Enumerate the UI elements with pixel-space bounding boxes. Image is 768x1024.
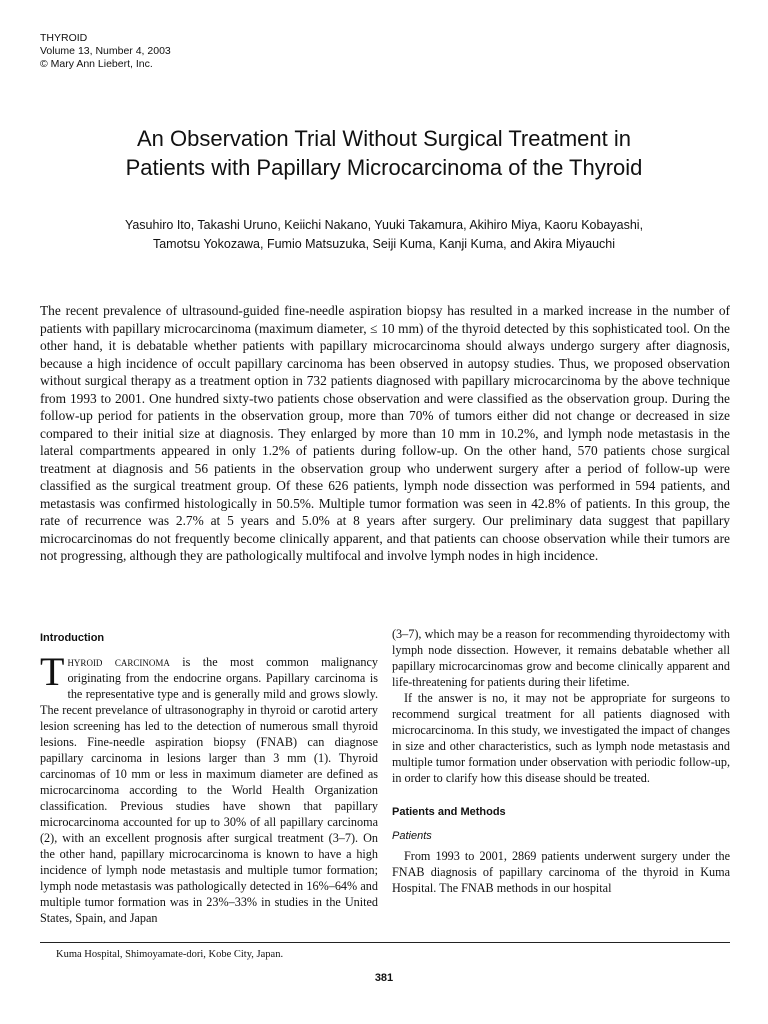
page-number: 381 xyxy=(374,972,394,984)
author-list-line-2: Tamotsu Yokozawa, Fumio Matsuzuka, Seiji Kuma, Kanji Kuma, and Akira Miyauchi xyxy=(152,237,616,251)
journal-copyright: © Mary Ann Liebert, Inc. xyxy=(40,58,153,70)
methods-heading: Patients and Methods xyxy=(392,806,506,818)
abstract: The recent prevalence of ultrasound-guided fine-needle aspiration biopsy has resulted in a marked increase in the number of patients with papillary microcarcinoma (maximum diameter, ≤ 10 mm) of the thyroid detected by this sophisticated tool. On the other hand, it is debatable whether patients with papillary microcarcinoma should always undergo surgery after diagnosis, because a high incidence of occult papillary carcinoma has been observed in autopsy studies. Thus, we proposed observation without surgical therapy as a treatment option in 732 patients diagnosed with papillary microcarcinoma by the above technique from 1993 to 2001. One hundred sixty-two patients chose observation and were classified as the observation group. During the follow-up period for patients in the observation group, more than 70% of tumors either did not change or decreased in size compared to their initial size at diagnosis. They enlarged by more than 10 mm in 10.2%, and lymph node metastasis in the lateral compartments appeared in only 1.2% of patients during follow-up. On the other hand, 570 patients chose surgical treatment at diagnosis and 56 patients in the observation group who underwent surgery after a period of follow-up were classified as the surgical treatment group. Of these 626 patients, lymph node dissection was performed in 594 patients, and metastasis was confirmed histologically in 50.5%. Multiple tumor formation was seen in 42.8% of patients. In this group, the rate of recurrence was 2.7% at 5 years and 5.0% at 8 years after surgery. Our preliminary data suggest that papillary microcarcinomas do not frequently become clinically apparent, and that patients can choose observation while their tumors are not progressing, although they are pathologically multifocal and involve lymph nodes in high incidence. xyxy=(40,303,730,563)
introduction-paragraph-2: If the answer is no, it may not be appropriate for surgeons to recommend surgical treatment for all patients diagnosed with microcarcinoma. In this study, we investigated the impact of changes in size and other characteristics, such as lymph node metastasis and multiple tumor formation under observation with periodic follow-up, in order to clarify how this disease should be treated. xyxy=(392,691,730,785)
introduction-paragraph-1-text: is the most common malignancy originating from the endocrine organs. Papillary carcinoma is the representative type and is generally mild and grows slowly. The recent prevelance of ultrasonography in thyroid or carotid artery lesion screening has led to the detection of numerous small thyroid lesions. Fine-needle aspiration biopsy (FNAB) can diagnose papillary carcinoma in lesions larger than 3 mm (1). Thyroid carcinomas of 10 mm or less in maximum diameter are defined as microcarcinoma according to the World Health Organization classification. Previous studies have shown that papillary microcarcinoma accounted for up to 30% of all papillary carcinoma (2), with an excellent prognosis after surgical treatment (3–7). On the other hand, papillary microcarcinoma is known to have a high incidence of lymph node metastasis and multiple tumor formation; lymph node metastasis was pathologically detected in 16%–64% and multiple tumor formation was in 23%–33% in studies in the United States, Spain, and Japan xyxy=(40,655,378,925)
footnote-divider xyxy=(40,942,730,943)
affiliation-footnote: Kuma Hospital, Shimoyamate-dori, Kobe City, Japan. xyxy=(56,949,284,960)
author-list-line-1: Yasuhiro Ito, Takashi Uruno, Keiichi Nakano, Yuuki Takamura, Akihiro Miya, Kaoru Kobayashi, xyxy=(124,218,644,232)
article-title-line-1: An Observation Trial Without Surgical Treatment in xyxy=(137,126,631,151)
drop-cap: T xyxy=(40,649,65,694)
left-column xyxy=(40,626,378,926)
introduction-paragraph-1-continued: (3–7), which may be a reason for recommending thyroidectomy with lymph node dissection. However, it remains debatable whether all papillary microcarcinomas grow and become clinically apparent and life-threatening for patients during their lifetime. xyxy=(392,627,730,689)
article-title-line-2: Patients with Papillary Microcarcinoma of the Thyroid xyxy=(125,155,643,180)
right-column xyxy=(392,626,730,896)
journal-name: THYROID xyxy=(40,32,88,44)
article-title xyxy=(40,124,728,182)
methods-paragraph-1: From 1993 to 2001, 2869 patients underwent surgery under the FNAB diagnosis of papillary carcinoma of the thyroid in Kuma Hospital. The FNAB methods in our hospital xyxy=(392,849,730,895)
author-list xyxy=(40,216,728,254)
introduction-paragraph-1 xyxy=(40,649,378,926)
patients-subheading: Patients xyxy=(392,830,432,842)
journal-volume: Volume 13, Number 4, 2003 xyxy=(40,45,171,57)
introduction-lead-smallcaps: hyroid carcinoma xyxy=(67,655,170,669)
journal-header xyxy=(40,32,171,71)
introduction-heading: Introduction xyxy=(40,632,105,644)
